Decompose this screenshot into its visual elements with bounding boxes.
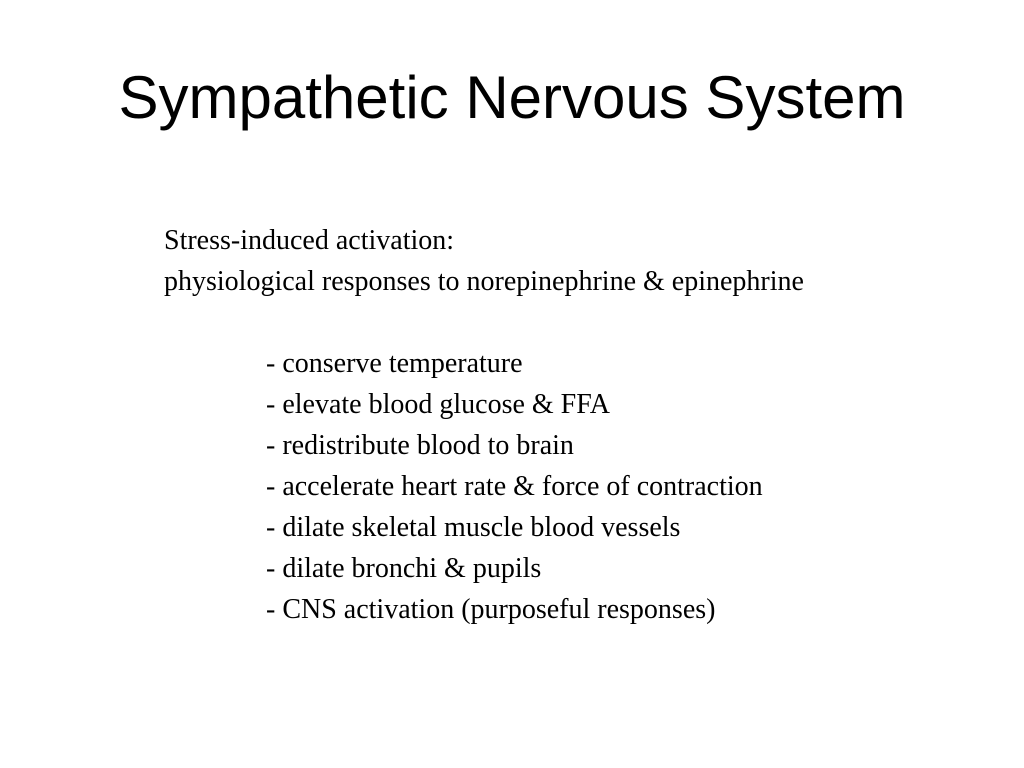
list-item: - elevate blood glucose & FFA (266, 389, 610, 420)
list-item: - dilate skeletal muscle blood vessels (266, 512, 681, 543)
blank-line (164, 302, 804, 343)
list-item: - redistribute blood to brain (266, 430, 574, 461)
list-item: - dilate bronchi & pupils (266, 553, 542, 584)
slide-title: Sympathetic Nervous System (118, 64, 906, 131)
list-item: - accelerate heart rate & force of contraction (266, 471, 763, 502)
slide-body (164, 220, 804, 630)
list-item: - CNS activation (purposeful responses) (266, 594, 716, 625)
response-list (164, 343, 804, 630)
intro-line-heading: Stress-induced activation: (164, 225, 455, 256)
list-item: - conserve temperature (266, 348, 523, 379)
intro-line-description: physiological responses to norepinephrine & epinephrine (164, 266, 804, 297)
